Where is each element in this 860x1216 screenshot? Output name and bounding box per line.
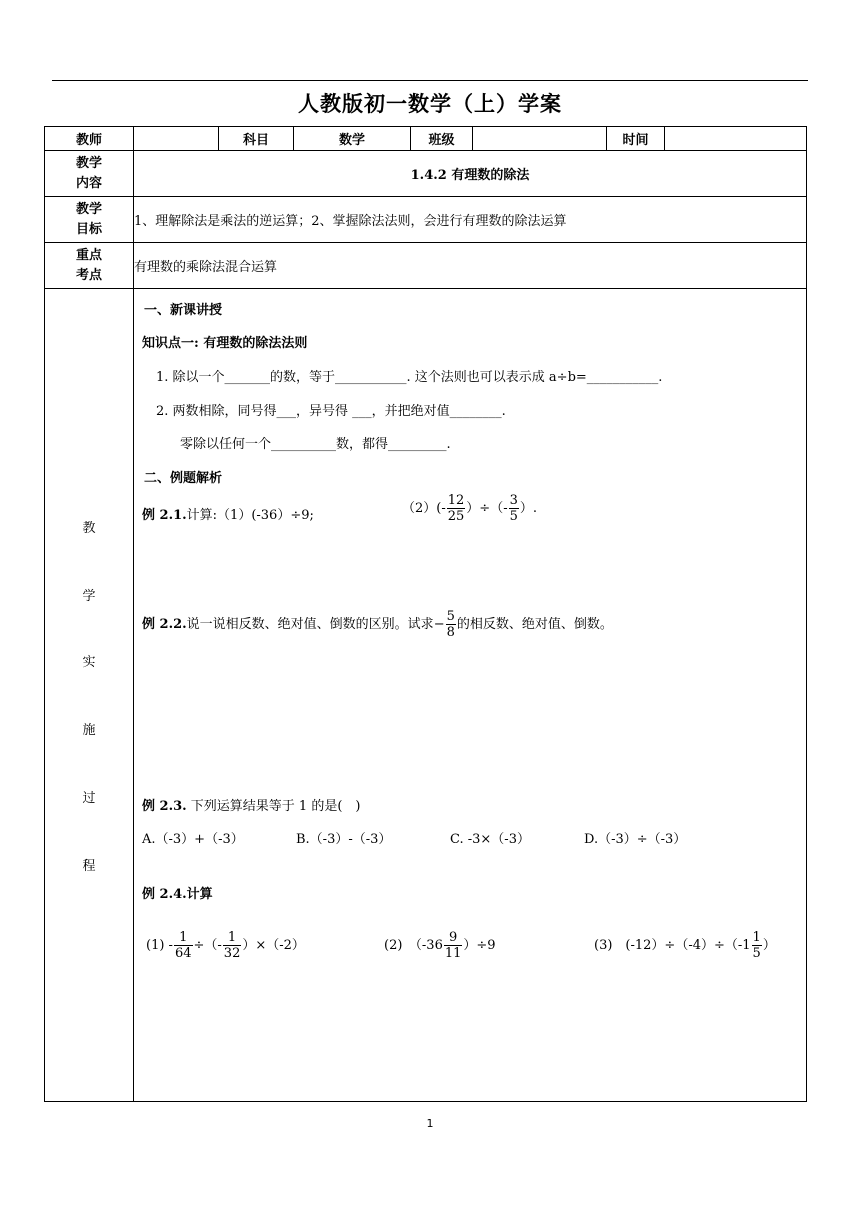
rule-2: 2. 两数相除，同号得___，异号得 ___，并把绝对值________. — [156, 404, 506, 419]
goal-value: 1、理解除法是乘法的逆运算；2、掌握除法法则，会进行有理数的除法运算 — [134, 197, 807, 243]
content-value: 1.4.2 有理数的除法 — [134, 151, 807, 197]
key-value: 有理数的乘除法混合运算 — [134, 243, 807, 289]
knowledge-point-1: 知识点一: 有理数的除法法则 — [142, 336, 308, 351]
example-2-1-part-2: （2）(- $\frac{12}{25}$ ）÷（- $\frac{3}{5}$ ）. — [402, 493, 538, 524]
example-2-4-part-1: (1) - $\frac{1}{64}$ ÷（- $\frac{1}{32}$ ）×（-2） — [146, 930, 305, 961]
example-2-1: 例 2.1.计算:（1）(-36）÷9; — [142, 508, 314, 523]
example-2-4-title: 例 2.4.计算 — [142, 887, 213, 902]
fraction: $\frac{9}{11}$ — [444, 930, 462, 961]
fraction: $\frac{12}{25}$ — [447, 493, 465, 524]
fraction: $\frac{5}{8}$ — [446, 609, 455, 640]
example-2-2: 例 2.2.说一说相反数、绝对值、倒数的区别。试求− $\frac{5}{8}$ 的相反数、绝对值、倒数。 — [142, 609, 613, 640]
fraction: $\frac{1}{64}$ — [174, 930, 192, 961]
content-row — [45, 151, 807, 197]
section-examples: 二、例题解析 — [144, 471, 223, 486]
key-label: 重点 考点 — [45, 243, 134, 289]
page-title: 人教版初一数学（上）学案 — [298, 92, 562, 116]
content-label: 教学 内容 — [45, 151, 134, 197]
option-d: D.（-3）÷（-3） — [584, 832, 687, 847]
class-value — [473, 127, 607, 151]
example-2-4-part-2: (2) （-36 $\frac{9}{11}$ ）÷9 — [384, 930, 496, 961]
time-label: 时间 — [607, 127, 665, 151]
page-number: 1 — [426, 1117, 434, 1130]
option-b: B.（-3）-（-3） — [296, 832, 392, 847]
process-content — [134, 289, 807, 1102]
header-row — [45, 127, 807, 151]
rule-3: 零除以任何一个__________数，都得_________. — [180, 437, 451, 452]
fraction: $\frac{1}{32}$ — [223, 930, 241, 961]
process-row — [45, 289, 807, 1102]
section-new-lesson: 一、新课讲授 — [144, 303, 223, 318]
header-rule — [52, 80, 808, 81]
subject-value: 数学 — [294, 127, 411, 151]
subject-label: 科目 — [219, 127, 294, 151]
fraction: $\frac{3}{5}$ — [509, 493, 518, 524]
teacher-value — [134, 127, 219, 151]
class-label: 班级 — [411, 127, 473, 151]
option-a: A.（-3）+（-3） — [142, 832, 244, 847]
time-value — [665, 127, 807, 151]
teacher-label: 教师 — [45, 127, 134, 151]
fraction: $\frac{1}{5}$ — [752, 930, 761, 961]
example-2-4-part-3: (3) (-12）÷（-4）÷（-1 $\frac{1}{5}$ ） — [594, 930, 776, 961]
process-label: 教 学 实 施 过 程 — [45, 289, 134, 1102]
goal-row — [45, 197, 807, 243]
rule-1: 1. 除以一个_______的数，等于___________. 这个法则也可以表示成 a÷b=___________. — [156, 370, 663, 385]
key-row — [45, 243, 807, 289]
option-c: C. -3×（-3） — [450, 832, 530, 847]
example-2-3: 例 2.3. 下列运算结果等于 1 的是( ) — [142, 799, 361, 814]
lesson-plan-table — [44, 126, 807, 1102]
goal-label: 教学 目标 — [45, 197, 134, 243]
